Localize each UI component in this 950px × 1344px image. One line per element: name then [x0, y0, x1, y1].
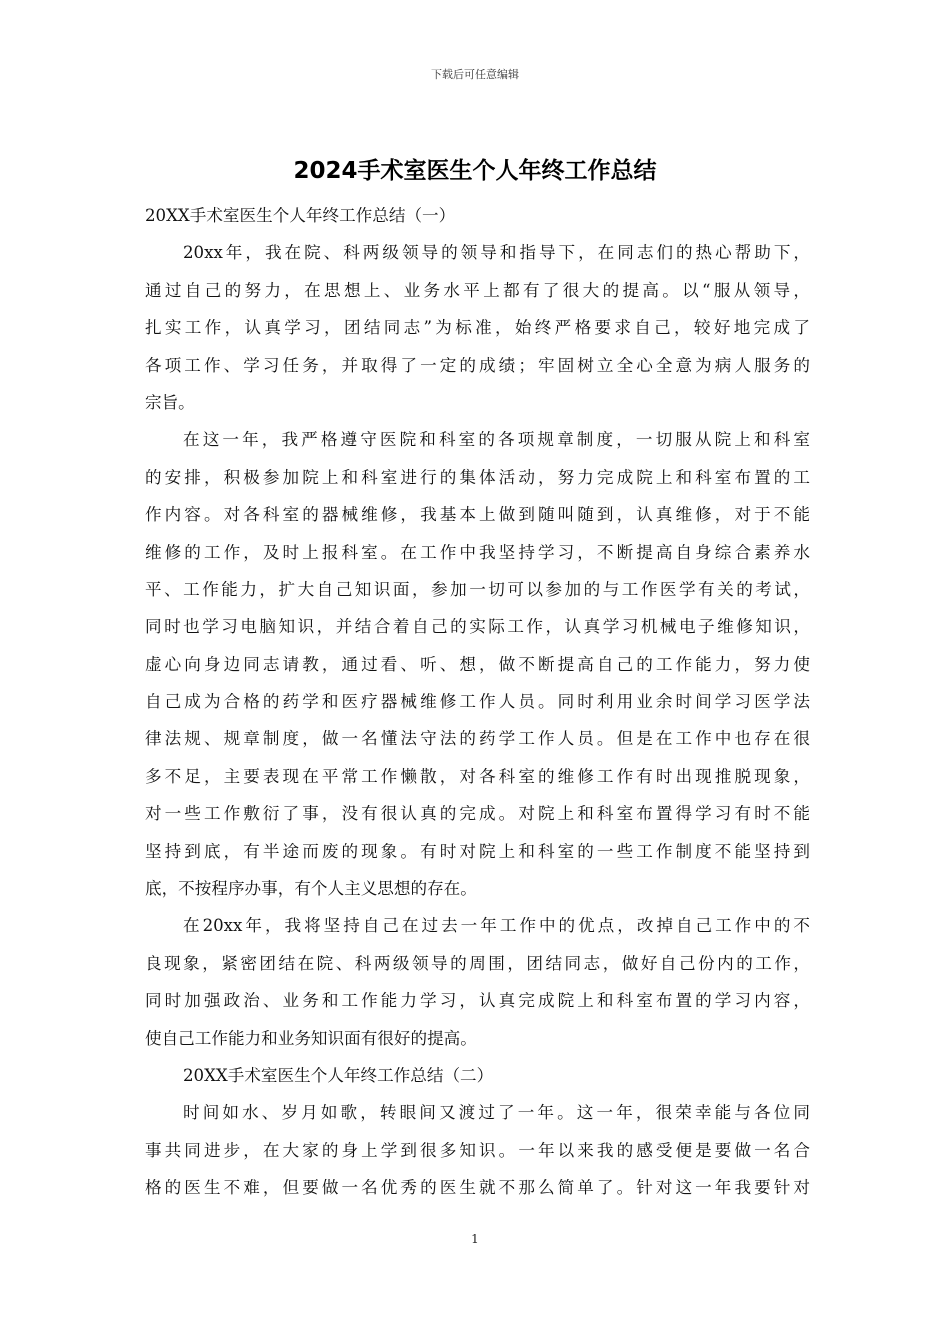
- paragraph-line: 维修的工作，及时上报科室。在工作中我坚持学习，不断提高自身综合素养水: [145, 542, 810, 562]
- paragraph-line: 自己成为合格的药学和医疗器械维修工作人员。同时利用业余时间学习医学法: [145, 692, 810, 712]
- page-number: 1: [471, 1232, 479, 1246]
- paragraph-line: 格的医生不难，但要做一名优秀的医生就不那么简单了。针对这一年我要针对: [145, 1178, 810, 1198]
- paragraph-line: 作内容。对各科室的器械维修，我基本上做到随叫随到，认真维修，对于不能: [145, 505, 810, 525]
- paragraph-line: 坚持到底，有半途而废的现象。有时对院上和科室的一些工作制度不能坚持到: [145, 841, 810, 861]
- paragraph-line: 同时也学习电脑知识，并结合着自己的实际工作，认真学习机械电子维修知识，: [145, 617, 810, 637]
- paragraph-line: 律法规、规章制度，做一名懂法守法的药学工作人员。但是在工作中也存在很: [145, 729, 810, 749]
- paragraph-line: 多不足，主要表现在平常工作懒散，对各科室的维修工作有时出现推脱现象，: [145, 766, 810, 786]
- paragraph-line: 在20xx年，我将坚持自己在过去一年工作中的优点，改掉自己工作中的不: [183, 916, 810, 936]
- paragraph-line: 20xx年，我在院、科两级领导的领导和指导下，在同志们的热心帮助下，: [183, 243, 810, 263]
- paragraph-line: 同时加强政治、业务和工作能力学习，认真完成院上和科室布置的学习内容，: [145, 991, 810, 1011]
- paragraph-line: 各项工作、学习任务，并取得了一定的成绩；牢固树立全心全意为病人服务的: [145, 355, 810, 375]
- page-header-note: 下载后可任意编辑: [431, 68, 519, 81]
- paragraph-line: 扎实工作，认真学习，团结同志”为标准，始终严格要求自己，较好地完成了: [145, 318, 810, 338]
- paragraph-line: 在这一年，我严格遵守医院和科室的各项规章制度，一切服从院上和科室: [183, 430, 810, 450]
- paragraph-line: 通过自己的努力，在思想上、业务水平上都有了很大的提高。以“服从领导，: [145, 280, 810, 300]
- paragraph-line: 事共同进步，在大家的身上学到很多知识。一年以来我的感受便是要做一名合: [145, 1140, 810, 1160]
- paragraph-line: 虚心向身边同志请教，通过看、听、想，做不断提高自己的工作能力，努力使: [145, 654, 810, 674]
- paragraph-line: 平、工作能力，扩大自己知识面，参加一切可以参加的与工作医学有关的考试，: [145, 579, 810, 599]
- paragraph-line: 底，不按程序办事，有个人主义思想的存在。: [145, 879, 477, 899]
- paragraph-line: 的安排，积极参加院上和科室进行的集体活动，努力完成院上和科室布置的工: [145, 467, 810, 487]
- paragraph-line: 时间如水、岁月如歌，转眼间又渡过了一年。这一年，很荣幸能与各位同: [183, 1103, 810, 1123]
- paragraph-line: 使自己工作能力和业务知识面有很好的提高。: [145, 1028, 477, 1048]
- document-title: 2024手术室医生个人年终工作总结: [293, 158, 657, 184]
- paragraph-line: 对一些工作敷衍了事，没有很认真的完成。对院上和科室布置得学习有时不能: [145, 804, 810, 824]
- paragraph-line: 宗旨。: [145, 392, 195, 412]
- section-heading-2: 20XX手术室医生个人年终工作总结（二）: [183, 1065, 494, 1085]
- document-body: [145, 197, 810, 1207]
- paragraph-line: 良现象，紧密团结在院、科两级领导的周围，团结同志，做好自己份内的工作，: [145, 953, 810, 973]
- section-heading-1: 20XX手术室医生个人年终工作总结（一）: [145, 206, 456, 225]
